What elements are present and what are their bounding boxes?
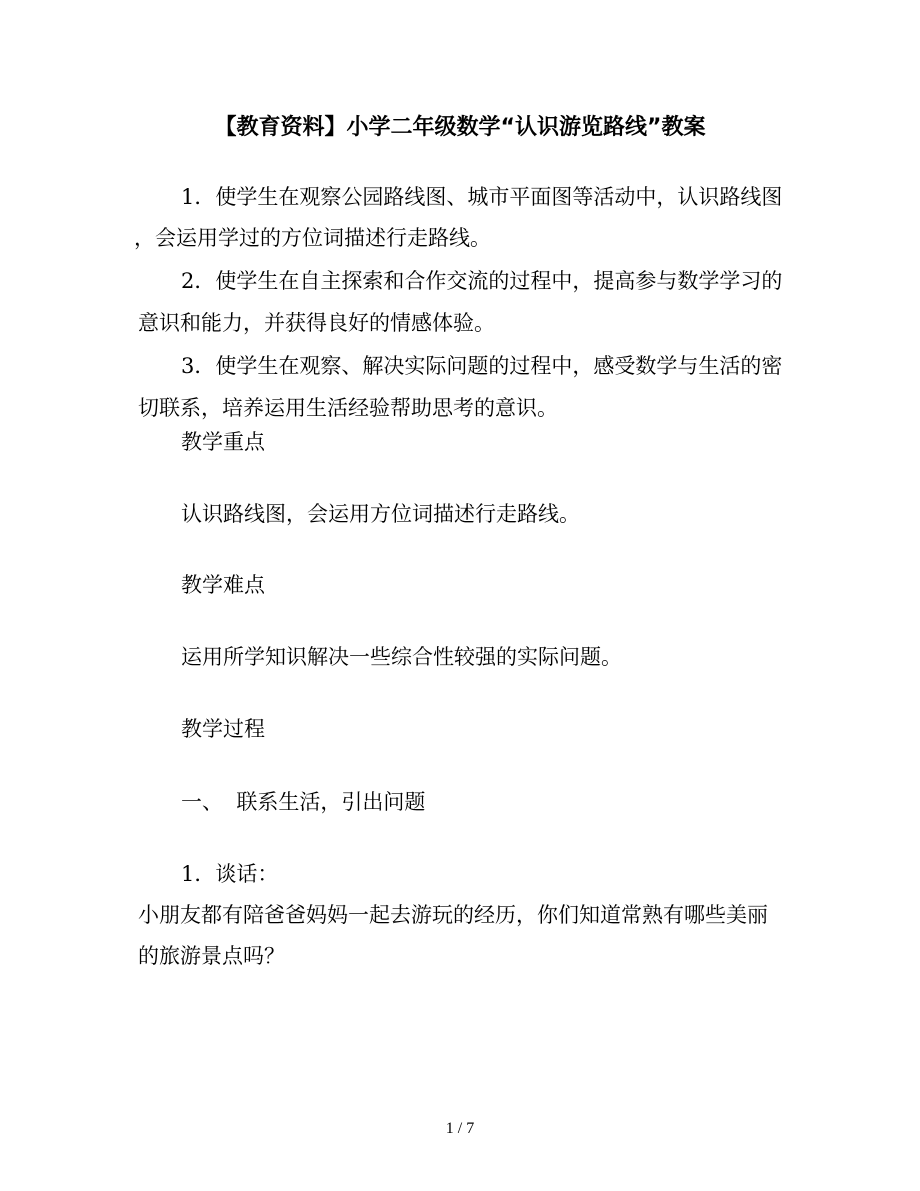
talk-line-2: 的旅游景点吗？ [138,944,285,968]
section-1-heading: 一、 联系生活，引出问题 [181,790,426,814]
difficulty-heading: 教学难点 [181,573,265,597]
objective-1-line-2: ，会运用学过的方位词描述行走路线。 [134,226,491,250]
talk-label: 1．谈话： [181,862,279,886]
objective-3-line-1: 3．使学生在观察、解决实际问题的过程中，感受数学与生活的密 [181,354,783,378]
process-heading: 教学过程 [181,717,265,741]
key-point-text: 认识路线图，会运用方位词描述行走路线。 [181,502,580,526]
objective-3-line-2: 切联系，培养运用生活经验帮助思考的意识。 [138,396,558,420]
page-number: 1 / 7 [445,1120,475,1137]
difficulty-text: 运用所学知识解决一些综合性较强的实际问题。 [181,645,622,669]
document-title: 【教育资料】小学二年级数学“认识游览路线”教案 [214,115,706,140]
key-point-heading: 教学重点 [181,430,265,454]
talk-line-1: 小朋友都有陪爸爸妈妈一起去游玩的经历，你们知道常熟有哪些美丽 [138,903,768,927]
objective-2-line-2: 意识和能力，并获得良好的情感体验。 [138,311,495,335]
objective-1-line-1: 1．使学生在观察公园路线图、城市平面图等活动中，认识路线图 [181,185,783,209]
objective-2-line-1: 2．使学生在自主探索和合作交流的过程中，提高参与数学学习的 [181,269,783,293]
